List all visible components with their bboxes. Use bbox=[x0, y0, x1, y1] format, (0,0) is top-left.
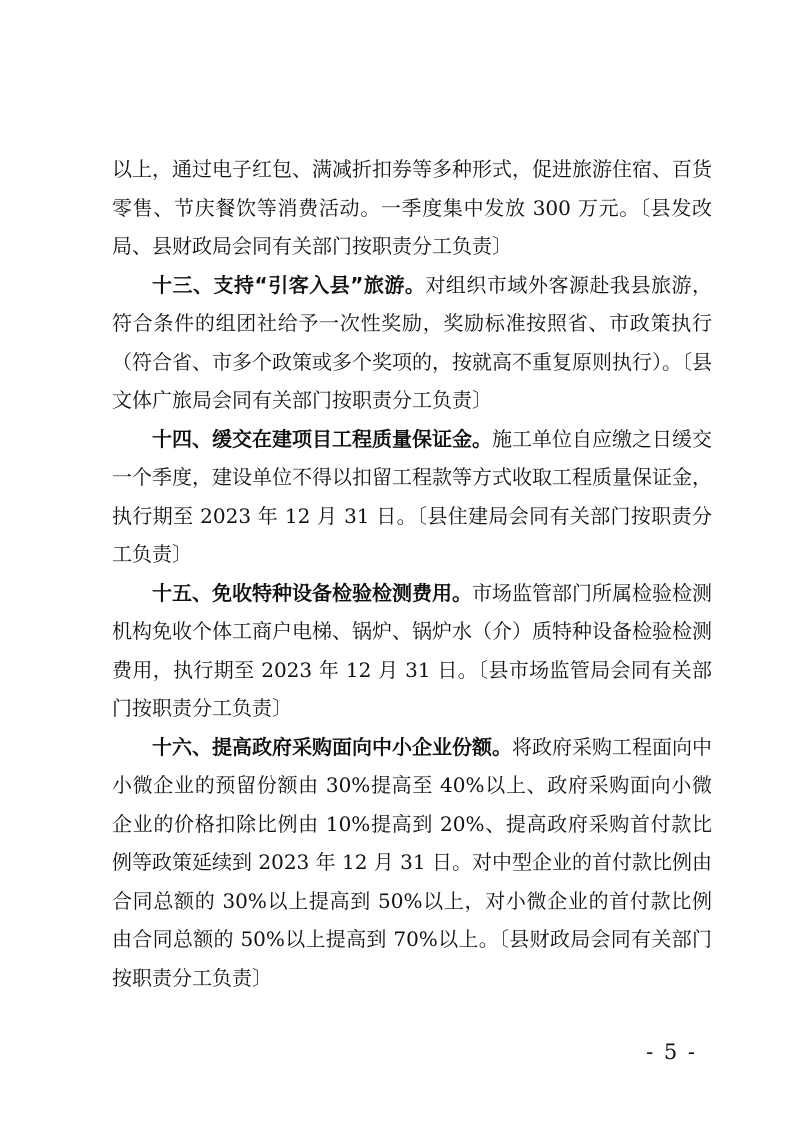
paragraph-continuation bbox=[112, 150, 712, 266]
document-body bbox=[112, 150, 712, 997]
paragraph-text: 对组织市域外客源赴我县旅游，符合条件的组团社给予一次性奖励，奖励标准按照省、市政策执行（符合省、市多个政策或多个奖项的，按就高不重复原则执行）。〔县文体广旅局会同有关部门按职责分工负责〕 bbox=[112, 272, 713, 412]
paragraph-item-13 bbox=[112, 266, 712, 420]
paragraph-item-16 bbox=[112, 728, 712, 998]
paragraph-heading: 十五、免收特种设备检验检测费用。 bbox=[152, 580, 472, 605]
paragraph-text: 以上，通过电子红包、满减折扣券等多种形式，促进旅游住宿、百货零售、节庆餐饮等消费活动。一季度集中发放 300 万元。〔县发改局、县财政局会同有关部门按职责分工负责〕 bbox=[112, 157, 712, 258]
paragraph-text: 将政府采购工程面向中小微企业的预留份额由 30%提高至 40%以上、政府采购面向小微企业的价格扣除比例由 10%提高到 20%、提高政府采购首付款比例等政策延续到 2023 年 12 月 31 日。对中型企业的首付款比例由合同总额的 30%以上提高到 50%以上，对小微企业的首付款比例由合同总额的 50%以上提高到 70%以上。〔县财政局会同有关部门按职责分工负责〕 bbox=[112, 734, 712, 990]
paragraph-heading: 十三、支持“引客入县”旅游。 bbox=[152, 272, 426, 297]
paragraph-heading: 十六、提高政府采购面向中小企业份额。 bbox=[152, 734, 512, 759]
page-number: - 5 - bbox=[646, 1040, 697, 1064]
paragraph-text: 市场监管部门所属检验检测机构免收个体工商户电梯、锅炉、锅炉水（介）质特种设备检验检测费用，执行期至 2023 年 12 月 31 日。〔县市场监管局会同有关部门按职责分工负责〕 bbox=[112, 580, 712, 720]
paragraph-item-14 bbox=[112, 420, 712, 574]
paragraph-text: 施工单位自应缴之日缓交一个季度，建设单位不得以扣留工程款等方式收取工程质量保证金，执行期至 2023 年 12 月 31 日。〔县住建局会同有关部门按职责分工负责〕 bbox=[112, 426, 712, 566]
paragraph-heading: 十四、缓交在建项目工程质量保证金。 bbox=[152, 426, 492, 451]
paragraph-item-15 bbox=[112, 574, 712, 728]
